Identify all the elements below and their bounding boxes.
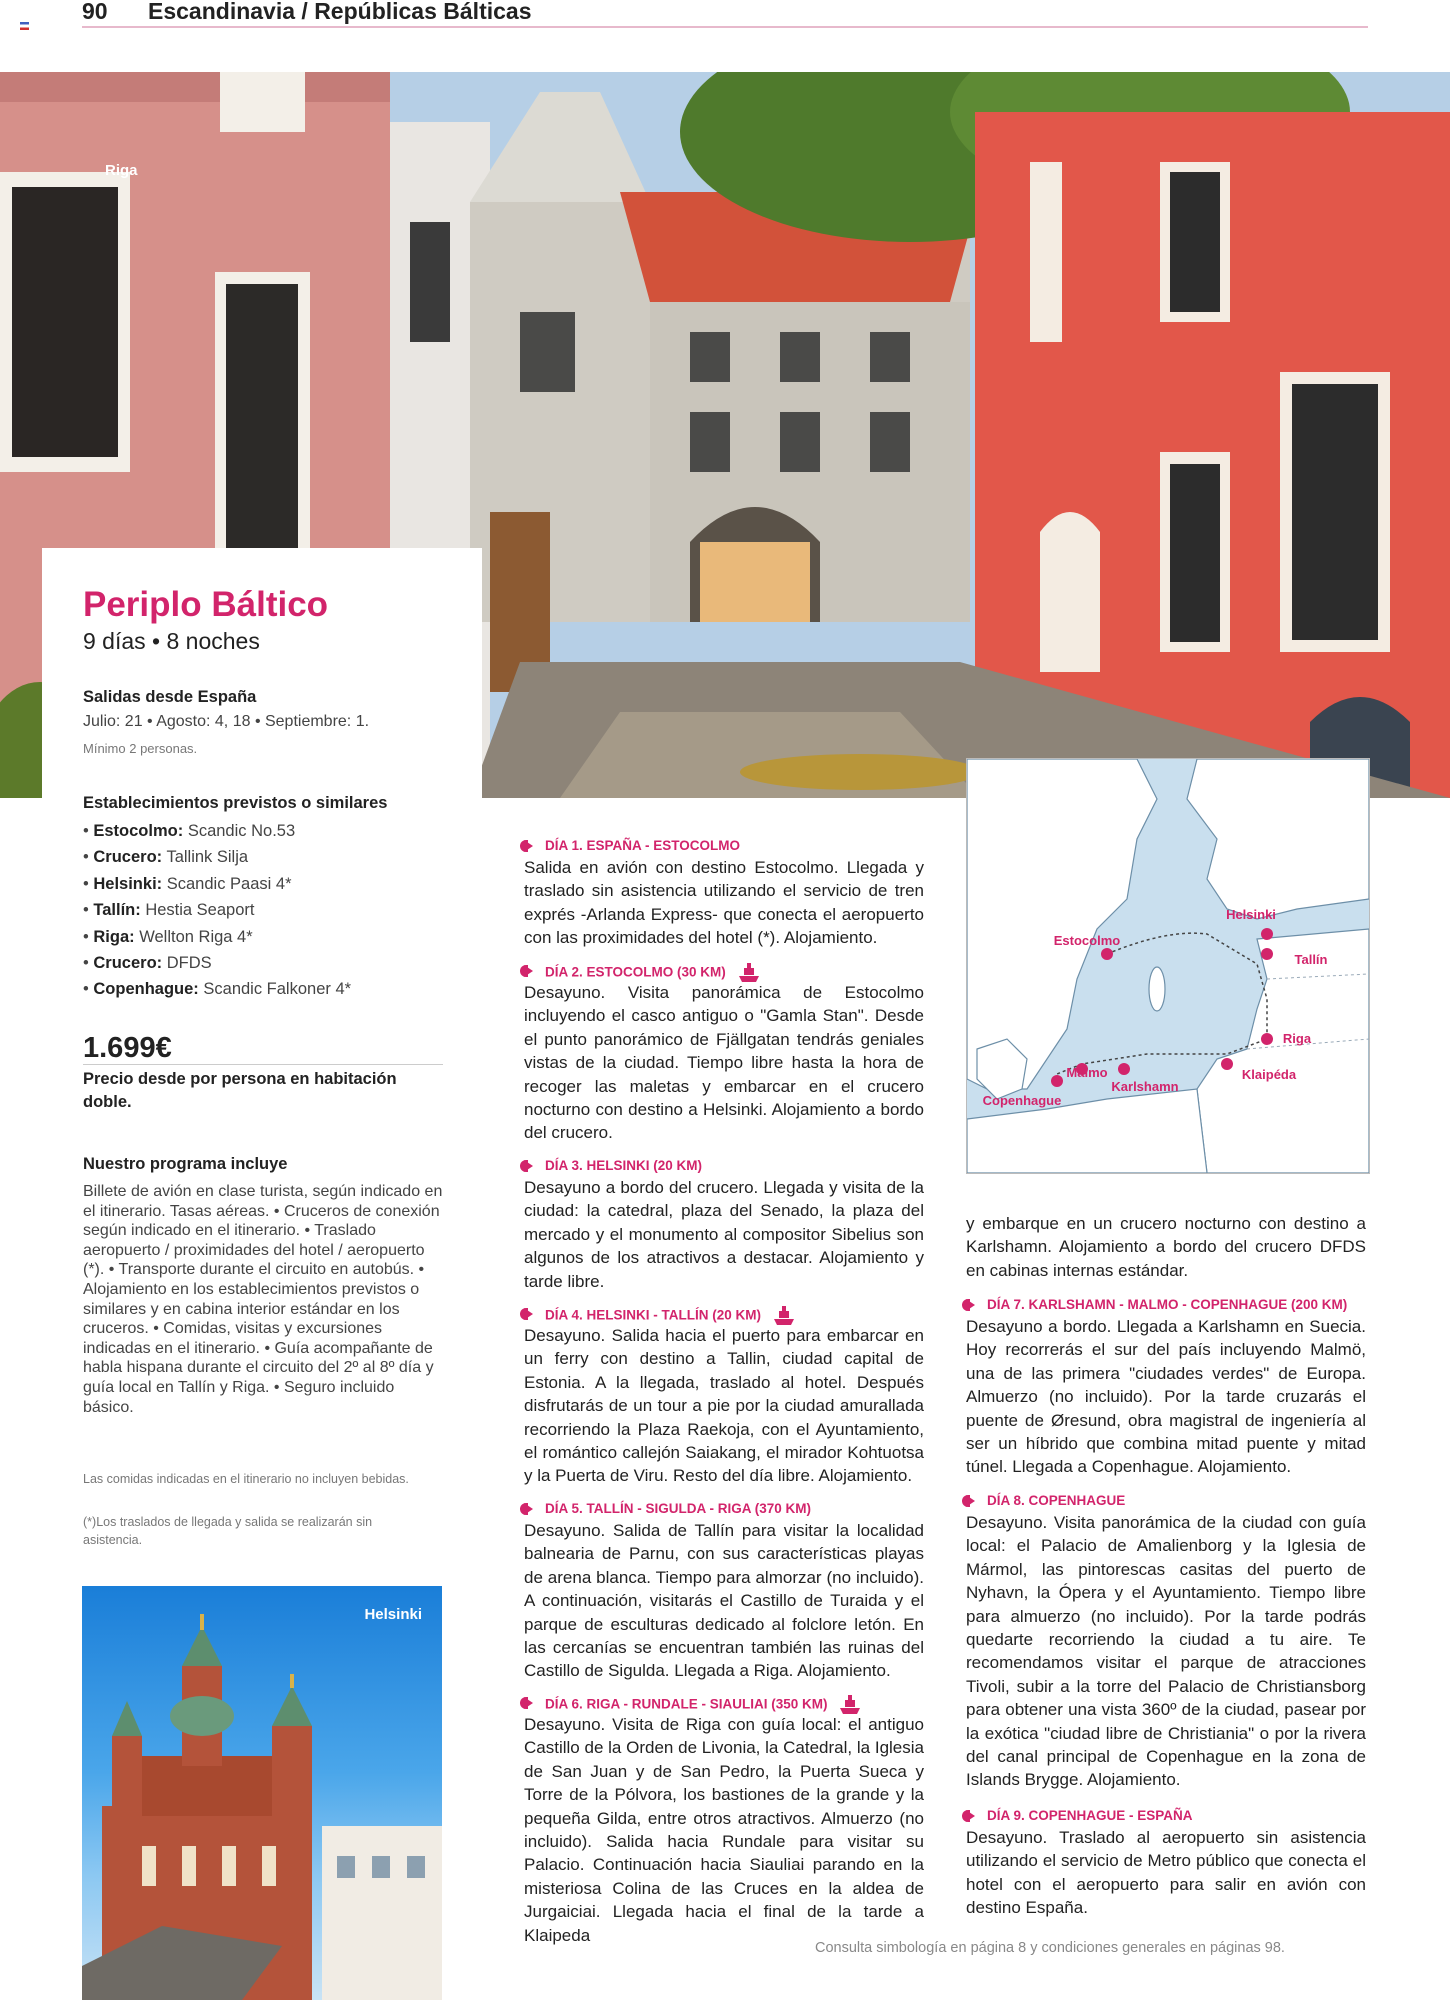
page-header	[82, 0, 1368, 28]
itinerary-day-7	[966, 1294, 1366, 1479]
list-item: • Crucero: DFDS	[83, 953, 212, 972]
list-item: • Crucero: Tallink Silja	[83, 848, 249, 867]
itinerary-day-3	[524, 1155, 924, 1293]
helsinki-photo	[82, 1586, 442, 2000]
day-heading: DÍA 8. COPENHAGUE	[966, 1490, 1366, 1511]
flag-icon	[20, 22, 29, 30]
hotels-heading: Establecimientos previstos o similares	[83, 794, 388, 812]
day-heading: DÍA 7. KARLSHAMN - MALMO - COPENHAGUE (200 KM)	[966, 1294, 1366, 1315]
hotel-city: Crucero:	[93, 848, 163, 867]
departures-heading: Salidas desde España	[83, 688, 257, 706]
bullet-icon	[524, 840, 533, 852]
minimum-people: Mínimo 2 personas.	[83, 741, 198, 756]
map-label-klaipeda: Klaipéda	[1241, 1067, 1297, 1082]
bullet-icon	[524, 1308, 533, 1320]
day-heading: DÍA 9. COPENHAGUE - ESPAÑA	[966, 1805, 1366, 1826]
map-label-riga: Riga	[1282, 1031, 1312, 1046]
route-map-graphic	[967, 759, 1369, 1173]
hotel-name: Tallink Silja	[166, 848, 249, 867]
hotel-city: Tallín:	[93, 901, 141, 920]
hotel-name: Scandic Falkoner 4*	[203, 980, 352, 999]
hotel-city: Crucero:	[93, 953, 163, 972]
includes-heading: Nuestro programa incluye	[83, 1155, 288, 1173]
hotel-city: Estocolmo:	[93, 822, 184, 840]
list-item: • Riga: Wellton Riga 4*	[83, 927, 253, 946]
bullet-icon	[524, 1503, 533, 1515]
hotel-name: Scandic Paasi 4*	[166, 874, 292, 893]
trip-duration: 9 días • 8 noches	[83, 628, 260, 654]
itinerary-day-6-cont	[966, 1212, 1366, 1282]
itinerary-day-4	[524, 1303, 924, 1488]
note-transfers: (*)Los traslados de llegada y salida se realizarán sin asistencia.	[83, 1515, 373, 1547]
bullet-icon	[524, 1697, 533, 1709]
hero-photo-label: Riga	[105, 162, 138, 179]
uspenski-cathedral-illustration	[82, 1586, 442, 2000]
map-label-tallin: Tallín	[1294, 952, 1328, 967]
hotel-name: Hestia Seaport	[145, 901, 255, 920]
day-text: Desayuno. Visita de Riga con guía local: el antiguo Castillo de la Orden de Livonia, la Catedral, la Iglesia de San Juan y de San Pedro, la Puerta Sueca y Torre de la Pólvora, los bastiones de la grande y la pequeña Gilda, entre otros atractivos. Almuerzo (no incluido). Salida hacia Rundale para visitar su Palacio. Continuación hacia Siauliai parando en la misteriosa Colina de las Cruces en la aldea de Jurgaiciai. Llegada hacia el final de la tarde a Klaipeda	[524, 1715, 924, 1945]
day-heading: DÍA 1. ESPAÑA - ESTOCOLMO	[524, 835, 924, 856]
map-label-karlshamn: Karlshamn	[1111, 1079, 1179, 1094]
includes-text: Billete de avión en clase turista, según indicado en el itinerario. Tasas aéreas. • Cruceros de conexión según indicado en el itinerario. • Traslado aeropuerto / proximidades del hotel / aeropuerto (*). • Transporte durante el circuito en autobús. • Alojamiento en los establecimientos previstos o similares y en cabina interior estándar en los cruceros. • Comidas, visitas y excursiones indicadas en el itinerario. • Guía acompañante de habla hispana durante el circuito del 2º al 8º día y guía local en Tallín y Riga. • Seguro incluido básico.	[83, 1183, 443, 1416]
day-heading: DÍA 6. RIGA - RUNDALE - SIAULIAI (350 KM)	[524, 1692, 924, 1713]
itinerary-day-1	[524, 835, 924, 950]
hotel-city: Copenhague:	[93, 980, 199, 999]
hotel-name: DFDS	[166, 953, 212, 972]
day-heading: DÍA 2. ESTOCOLMO (30 KM)	[524, 960, 924, 981]
hotel-name: Wellton Riga 4*	[139, 927, 253, 946]
day-text: Desayuno. Salida de Tallín para visitar la localidad balnearia de Parnu, con sus características playas de arena blanca. Tiempo para almorzar (no incluido). A continuación, visitarás el Castillo de Turaida y el parque de esculturas dedicado al folclore letón. En las cercanías se encuentran también las ruinas del Castillo de Sigulda. Llegada a Riga. Alojamiento.	[524, 1521, 924, 1681]
route-map	[966, 758, 1370, 1174]
list-item: • Copenhague: Scandic Falkoner 4*	[83, 980, 352, 999]
hotels-list	[83, 818, 351, 1003]
day-text: Desayuno. Traslado al aeropuerto sin asistencia utilizando el servicio de Metro público que conecta el hotel con el aeropuerto para salir en avión con destino España.	[966, 1828, 1366, 1918]
itinerary-day-2	[524, 960, 924, 1145]
ship-icon	[771, 1303, 797, 1329]
hotel-name: Scandic No.53	[187, 822, 296, 840]
day-text: Salida en avión con destino Estocolmo. Llegada y traslado sin asistencia utilizando el servicio de tren exprés -Arlanda Express- que conecta el aeropuerto con las proximidades del hotel (*). Alojamiento.	[524, 858, 924, 948]
day-heading: DÍA 3. HELSINKI (20 KM)	[524, 1155, 924, 1176]
day-text: Desayuno a bordo del crucero. Llegada y visita de la ciudad: la catedral, plaza del Senado, la plaza del mercado y el monumento al compositor Sibelius son algunos de los atractivos a destacar. Alojamiento y tarde libre.	[524, 1178, 924, 1291]
day-heading: DÍA 5. TALLÍN - SIGULDA - RIGA (370 KM)	[524, 1498, 924, 1519]
day-text: Desayuno. Visita panorámica de Estocolmo incluyendo el casco antiguo o "Gamla Stan". Desde el punto panorámico de Fjällgatan tendrás geniales vistas de la ciudad. Tiempo libre hasta la hora de recoger las maletas y embarcar en el crucero nocturno con destino a Helsinki. Alojamiento a bordo del crucero.	[524, 983, 924, 1143]
note-meals: Las comidas indicadas en el itinerario no incluyen bebidas.	[83, 1472, 409, 1486]
itinerary-day-6	[524, 1692, 924, 1947]
footer-note: Consulta simbología en página 8 y condiciones generales en páginas 98.	[815, 1940, 1285, 1956]
day-text: Desayuno. Visita panorámica de la ciudad con guía local: el Palacio de Amalienborg y la Iglesia de Mármol, las pintorescas casitas del puerto de Nyhavn, la Ópera y el Ayuntamiento. Tiempo libre para almuerzo (no incluido). Por la tarde podrás quedarte recorriendo la ciudad a tu aire. Te recomendamos visitar el parque de atracciones Tivoli, subir a la torre del Palacio de Christiansborg para obtener una vista 360º de la ciudad, pasear por la exótica "ciudad libre de Christiania" o por la rivera del canal principal de Copenhague en la zona de Islands Brygge. Alojamiento.	[966, 1513, 1366, 1790]
helsinki-photo-label: Helsinki	[364, 1606, 422, 1623]
ship-icon	[837, 1692, 863, 1718]
bullet-icon	[966, 1495, 975, 1507]
map-label-helsinki: Helsinki	[1226, 907, 1276, 922]
trip-title: Periplo Báltico	[83, 585, 329, 624]
day-text: Desayuno a bordo. Llegada a Karlshamn en Suecia. Hoy recorrerás el sur del país incluyendo Malmö, una de las primera "ciudades verdes" de Europa. Almuerzo (no incluido). Por la tarde cruzarás el puente de Øresund, obra magistral de ingeniería al ser un híbrido que combina mitad puente y mitad túnel. Llegada a Copenhague. Alojamiento.	[966, 1317, 1366, 1477]
map-label-copenhague: Copenhague	[982, 1093, 1062, 1108]
hotel-city: Helsinki:	[93, 874, 163, 893]
itinerary-day-5	[524, 1498, 924, 1683]
page-number: 90	[82, 0, 108, 24]
page-title: Escandinavia / Repúblicas Bálticas	[148, 0, 532, 24]
price: 1.699€	[83, 1032, 172, 1064]
day-heading: DÍA 4. HELSINKI - TALLÍN (20 KM)	[524, 1303, 924, 1324]
itinerary-day-8	[966, 1490, 1366, 1792]
hotel-city: Riga:	[93, 927, 135, 946]
map-label-malmo: Malmo	[1066, 1065, 1108, 1080]
map-label-estocolmo: Estocolmo	[1053, 933, 1121, 948]
day-text: Desayuno. Salida hacia el puerto para embarcar en un ferry con destino a Tallin, ciudad capital de Estonia. A la llegada, traslado al hotel. Después disfrutarás de un tour a pie por la ciudad amurallada recorriendo la Plaza Raekoja, con el Ayuntamiento, el romántico callejón Saiakang, el mirador Kohtuotsa y la Puerta de Viru. Resto del día libre. Alojamiento.	[524, 1326, 924, 1486]
departures-dates: Julio: 21 • Agosto: 4, 18 • Septiembre: 1.	[83, 713, 370, 730]
ship-icon	[736, 960, 762, 986]
day-text: y embarque en un crucero nocturno con destino a Karlshamn. Alojamiento a bordo del crucero DFDS en cabinas internas estándar.	[966, 1214, 1366, 1280]
bullet-icon	[524, 965, 533, 977]
bullet-icon	[966, 1810, 975, 1822]
divider	[83, 1064, 443, 1065]
itinerary-day-9	[966, 1805, 1366, 1920]
list-item: • Helsinki: Scandic Paasi 4*	[83, 874, 292, 893]
bullet-icon	[966, 1299, 975, 1311]
bullet-icon	[524, 1160, 533, 1172]
price-note: Precio desde por persona en habitación doble.	[83, 1070, 397, 1111]
list-item: • Estocolmo: Scandic No.53	[83, 822, 296, 840]
list-item: • Tallín: Hestia Seaport	[83, 901, 255, 920]
